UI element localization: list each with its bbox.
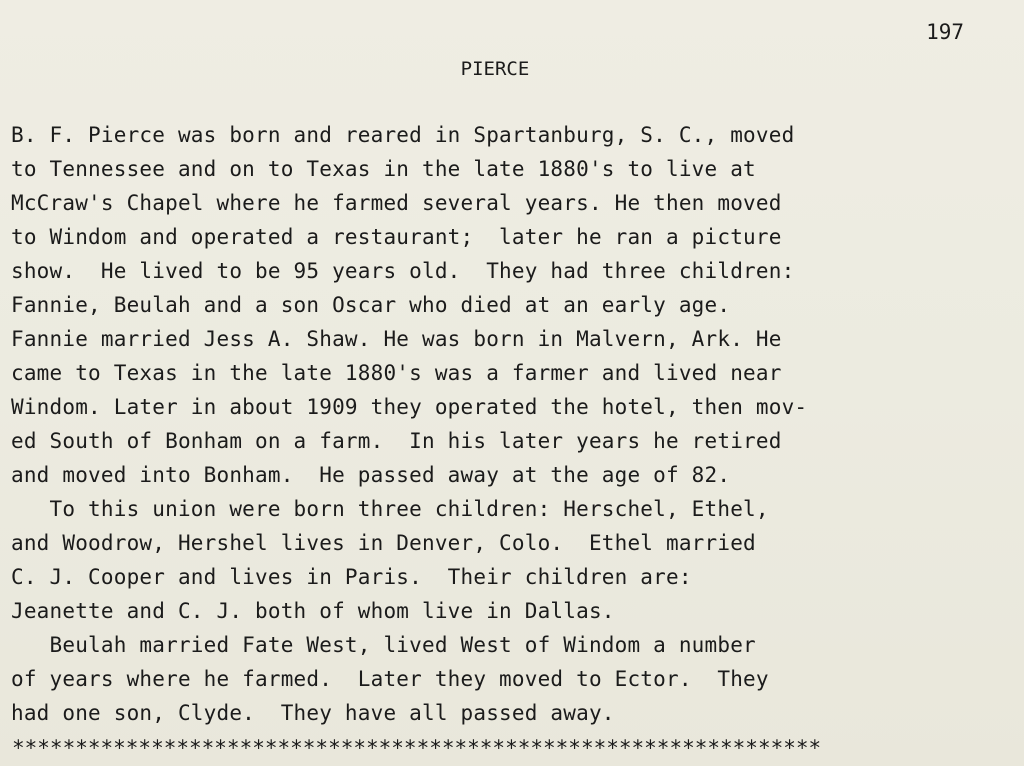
text-line: McCraw's Chapel where he farmed several years. He then moved	[11, 191, 782, 215]
text-line: of years where he farmed. Later they moved to Ector. They	[11, 667, 769, 691]
text-line: to Windom and operated a restaurant; later he ran a picture	[11, 225, 782, 249]
text-line: Windom. Later in about 1909 they operated the hotel, then mov-	[11, 395, 808, 419]
text-line: and moved into Bonham. He passed away at the age of 82.	[11, 463, 731, 487]
document-body	[11, 118, 1011, 730]
text-line: To this union were born three children: Herschel, Ethel,	[11, 497, 769, 521]
text-line: Fannie, Beulah and a son Oscar who died at an early age.	[11, 293, 731, 317]
text-line: had one son, Clyde. They have all passed away.	[11, 701, 615, 725]
text-line: C. J. Cooper and lives in Paris. Their children are:	[11, 565, 692, 589]
text-line: ed South of Bonham on a farm. In his later years he retired	[11, 429, 782, 453]
text-line: to Tennessee and on to Texas in the late 1880's to live at	[11, 157, 756, 181]
text-line: Beulah married Fate West, lived West of Windom a number	[11, 633, 756, 657]
asterisk-separator: ****************************************************************	[12, 736, 822, 760]
text-line: show. He lived to be 95 years old. They had three children:	[11, 259, 795, 283]
text-line: came to Texas in the late 1880's was a farmer and lived near	[11, 361, 782, 385]
text-line: Fannie married Jess A. Shaw. He was born in Malvern, Ark. He	[11, 327, 782, 351]
text-line: and Woodrow, Hershel lives in Denver, Colo. Ethel married	[11, 531, 756, 555]
page-number: 197	[926, 20, 964, 44]
page-title: PIERCE	[460, 58, 530, 80]
text-line: B. F. Pierce was born and reared in Spartanburg, S. C., moved	[11, 123, 795, 147]
text-line: Jeanette and C. J. both of whom live in Dallas.	[11, 599, 615, 623]
